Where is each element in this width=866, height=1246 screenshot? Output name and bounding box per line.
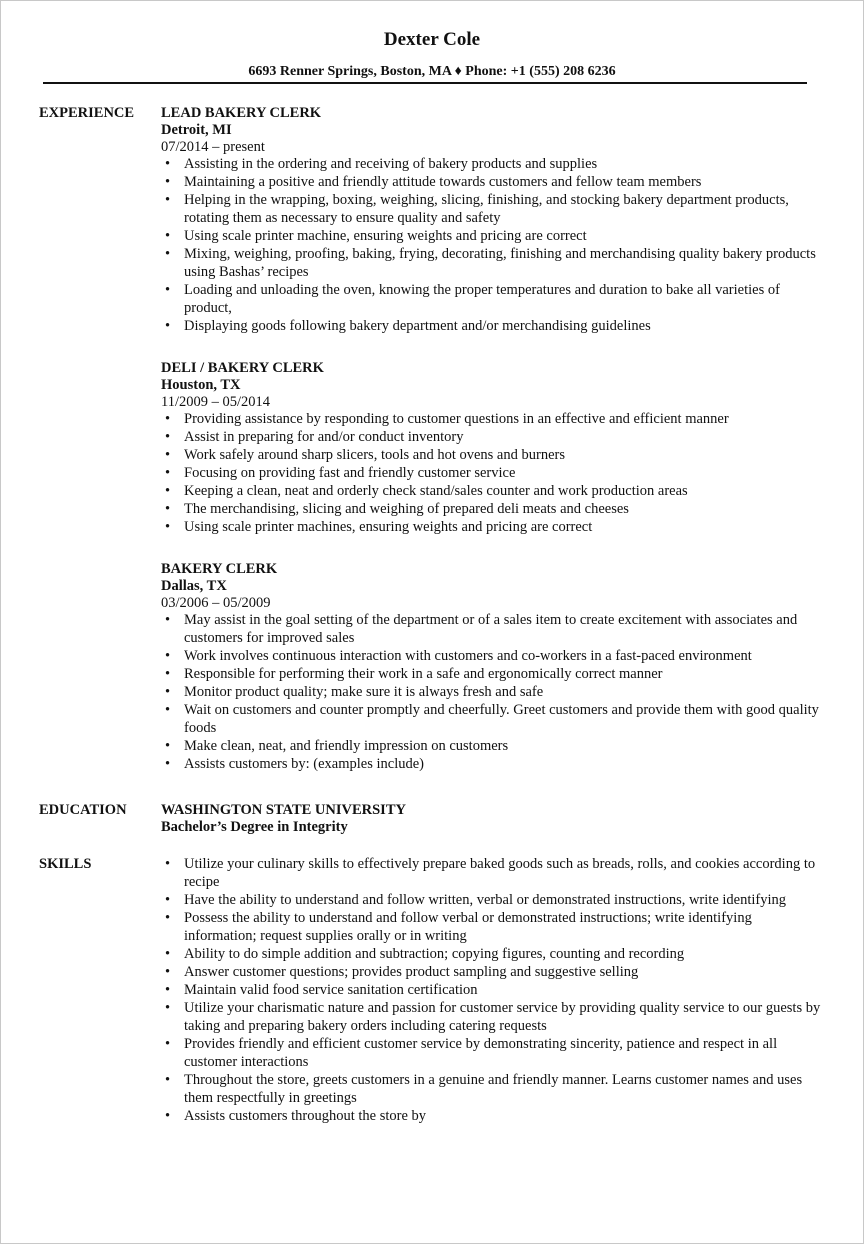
list-item: • Answer customer questions; provides product sampling and suggestive selling: [161, 963, 823, 981]
list-item: • Mixing, weighing, proofing, baking, frying, decorating, finishing and merchandising quality bakery products using Bashas’ recipes: [161, 245, 823, 281]
job-title: DELI / BAKERY CLERK: [161, 360, 324, 376]
list-item: • Providing assistance by responding to customer questions in an effective and efficient manner: [161, 410, 823, 428]
job-dates: 11/2009 – 05/2014: [161, 394, 271, 410]
degree-name: Bachelor’s Degree in Integrity: [161, 819, 348, 835]
section-title-experience: EXPERIENCE: [39, 105, 135, 121]
list-item: • Possess the ability to understand and follow verbal or demonstrated instructions; write identifying information; request supplies orally or in writing: [161, 909, 823, 945]
list-item: • Assists customers by: (examples include): [161, 755, 823, 773]
list-item: • Utilize your culinary skills to effectively prepare baked goods such as breads, rolls, and cookies according to recipe: [161, 855, 823, 891]
list-item: • Maintain valid food service sanitation certification: [161, 981, 823, 999]
list-item: • Assists customers throughout the store by: [161, 1107, 823, 1125]
section-title-education: EDUCATION: [39, 802, 127, 818]
job-dates: 03/2006 – 05/2009: [161, 595, 271, 611]
list-item: • Keeping a clean, neat and orderly check stand/sales counter and work production areas: [161, 482, 823, 500]
job-entry: [161, 104, 823, 335]
list-item: • Throughout the store, greets customers in a genuine and friendly manner. Learns customer names and uses them respectfully in greetings: [161, 1071, 823, 1107]
section-title-skills: SKILLS: [39, 856, 92, 872]
list-item: • Using scale printer machine, ensuring weights and pricing are correct: [161, 227, 823, 245]
list-item: • Ability to do simple addition and subtraction; copying figures, counting and recording: [161, 945, 823, 963]
list-item: • Responsible for performing their work in a safe and ergonomically correct manner: [161, 665, 823, 683]
list-item: • Wait on customers and counter promptly and cheerfully. Greet customers and provide them with good quality foods: [161, 701, 823, 737]
experience-section: [1, 104, 863, 773]
list-item: • Helping in the wrapping, boxing, weighing, slicing, finishing, and stocking bakery department products, rotating them as necessary to ensure quality and safety: [161, 191, 823, 227]
job-location: Houston, TX: [161, 377, 241, 393]
list-item: • Monitor product quality; make sure it is always fresh and safe: [161, 683, 823, 701]
job-entry: [161, 560, 823, 773]
list-item: • Assisting in the ordering and receiving of bakery products and supplies: [161, 155, 823, 173]
list-item: • Provides friendly and efficient customer service by demonstrating sincerity, patience and respect in all customer interactions: [161, 1035, 823, 1071]
list-item: • Displaying goods following bakery department and/or merchandising guidelines: [161, 317, 823, 335]
contact-line: 6693 Renner Springs, Boston, MA ♦ Phone: +1 (555) 208 6236: [248, 64, 616, 79]
list-item: • May assist in the goal setting of the department or of a sales item to create excitement with associates and customers for improved sales: [161, 611, 823, 647]
list-item: • Have the ability to understand and follow written, verbal or demonstrated instructions, write identifying: [161, 891, 823, 909]
job-duties: [161, 611, 823, 773]
job-dates: 07/2014 – present: [161, 139, 265, 155]
education-section: [1, 801, 863, 836]
school-name: WASHINGTON STATE UNIVERSITY: [161, 802, 406, 818]
list-item: • Maintaining a positive and friendly attitude towards customers and fellow team members: [161, 173, 823, 191]
list-item: • Work involves continuous interaction with customers and co-workers in a fast-paced environment: [161, 647, 823, 665]
job-entry: [161, 359, 823, 536]
job-duties: [161, 155, 823, 335]
list-item: • Make clean, neat, and friendly impression on customers: [161, 737, 823, 755]
job-location: Detroit, MI: [161, 122, 232, 138]
list-item: • Utilize your charismatic nature and passion for customer service by providing quality service to our guests by taking and preparing bakery orders including catering requests: [161, 999, 823, 1035]
list-item: • Work safely around sharp slicers, tools and hot ovens and burners: [161, 446, 823, 464]
job-title: BAKERY CLERK: [161, 561, 278, 577]
job-duties: [161, 410, 823, 536]
job-title: LEAD BAKERY CLERK: [161, 105, 322, 121]
list-item: • Loading and unloading the oven, knowing the proper temperatures and duration to bake all varieties of product,: [161, 281, 823, 317]
skills-section: [1, 855, 863, 1125]
job-location: Dallas, TX: [161, 578, 227, 594]
header-divider: [43, 82, 807, 84]
list-item: • Assist in preparing for and/or conduct inventory: [161, 428, 823, 446]
resume-header: [1, 1, 863, 84]
list-item: • Focusing on providing fast and friendly customer service: [161, 464, 823, 482]
candidate-name: Dexter Cole: [383, 29, 481, 50]
skills-list: [161, 855, 823, 1125]
list-item: • Using scale printer machines, ensuring weights and pricing are correct: [161, 518, 823, 536]
list-item: • The merchandising, slicing and weighing of prepared deli meats and cheeses: [161, 500, 823, 518]
